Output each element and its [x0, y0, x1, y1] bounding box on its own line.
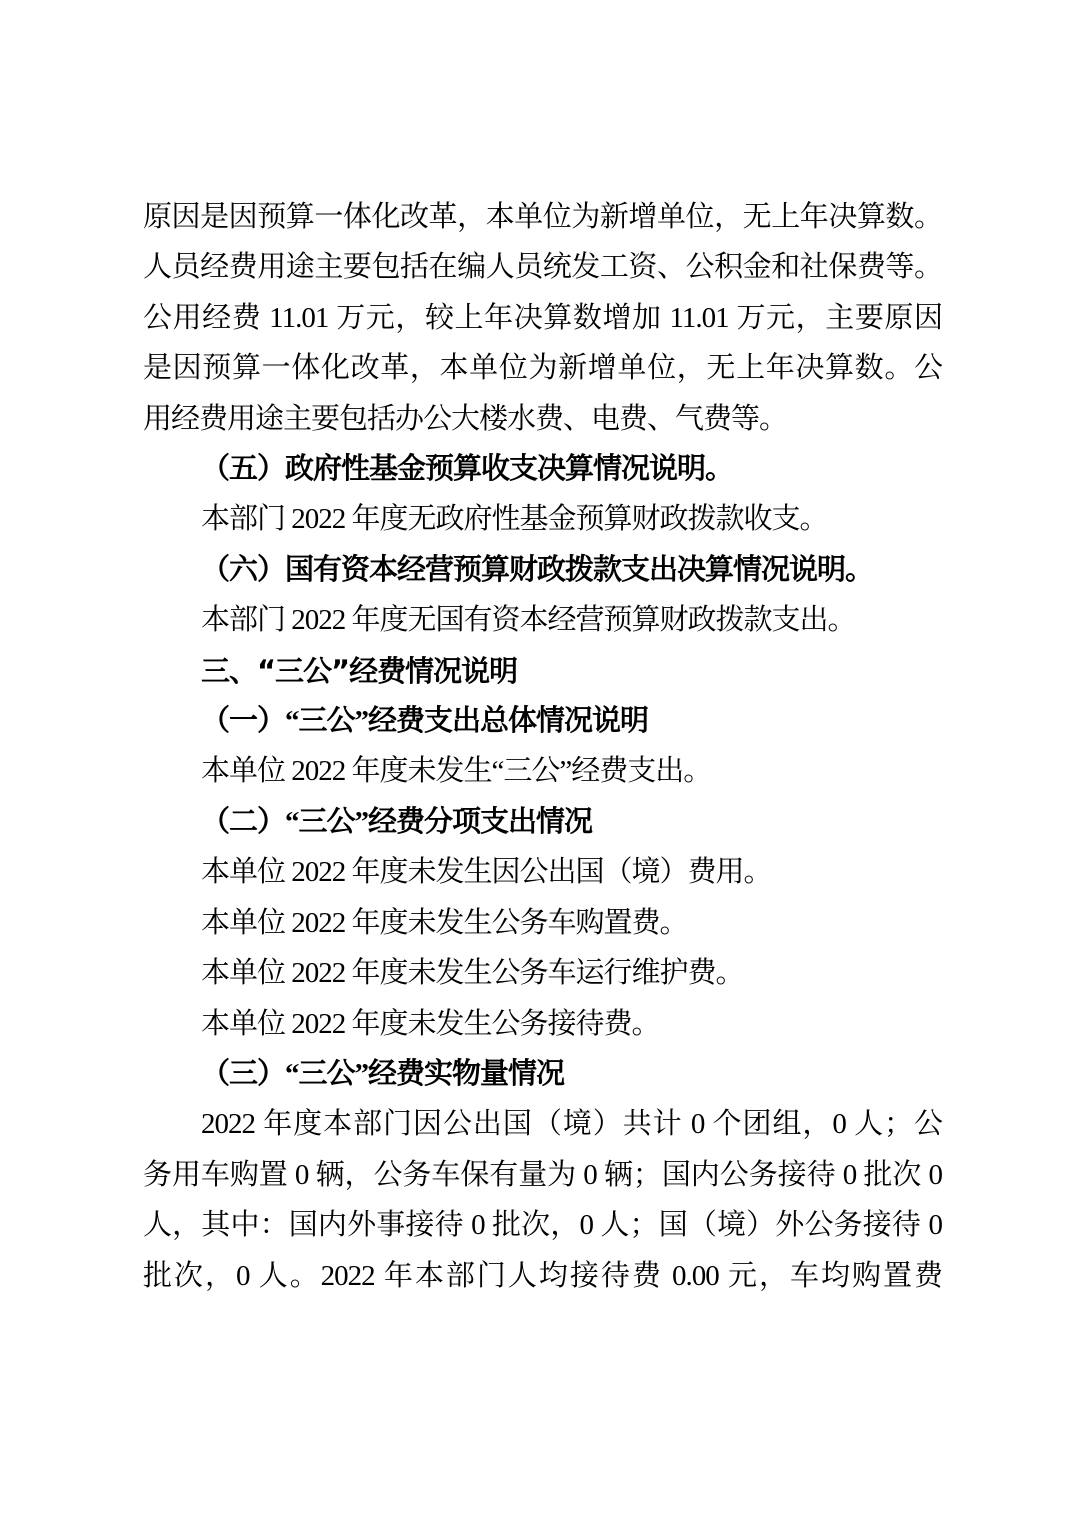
body-line: 批次，0 人。2022 年本部门人均接待费 0.00 元，车均购置费	[143, 1259, 942, 1292]
body-line: 人，其中：国内外事接待 0 批次，0 人；国（境）外公务接待 0	[143, 1209, 942, 1242]
text-content	[143, 192, 942, 1301]
para-no-abroad-expense: 本单位 2022 年度未发生因公出国（境）费用。	[201, 856, 772, 889]
heading-three-public-funds: 三、“三公”经费情况说明	[201, 653, 518, 688]
heading-6-state-capital: （六）国有资本经营预算财政拨款支出决算情况说明。	[201, 553, 874, 586]
body-line: 人员经费用途主要包括在编人员统发工资、公积金和社保费等。	[143, 251, 942, 284]
body-line: 原因是因预算一体化改革，本单位为新增单位，无上年决算数。	[143, 201, 942, 233]
body-line: 用经费用途主要包括办公大楼水费、电费、气费等。	[143, 402, 788, 435]
para-no-vehicle-maintenance: 本单位 2022 年度未发生公务车运行维护费。	[201, 957, 744, 990]
body-line: 2022 年度本部门因公出国（境）共计 0 个团组，0 人；公	[201, 1108, 942, 1141]
para-no-gov-fund: 本部门 2022 年度无政府性基金预算财政拨款收支。	[201, 503, 828, 536]
para-no-state-capital: 本部门 2022 年度无国有资本经营预算财政拨款支出。	[201, 604, 856, 637]
heading-5-gov-fund: （五）政府性基金预算收支决算情况说明。	[201, 453, 734, 486]
heading-3-1-overall: （一）“三公”经费支出总体情况说明	[201, 705, 649, 738]
paragraph-expense-explanation	[143, 192, 942, 444]
paragraph-physical-quantity	[143, 1099, 942, 1301]
body-line: 是因预算一体化改革，本单位为新增单位，无上年决算数。公	[143, 352, 942, 385]
para-no-reception-expense: 本单位 2022 年度未发生公务接待费。	[201, 1007, 660, 1040]
heading-3-3-physical-quantity: （三）“三公”经费实物量情况	[201, 1057, 565, 1090]
heading-3-2-itemized: （二）“三公”经费分项支出情况	[201, 805, 593, 838]
para-no-vehicle-purchase: 本单位 2022 年度未发生公务车购置费。	[201, 906, 688, 939]
para-no-three-public-expense: 本单位 2022 年度未发生“三公”经费支出。	[201, 755, 712, 788]
body-line: 公用经费 11.01 万元，较上年决算数增加 11.01 万元，主要原因	[143, 301, 942, 334]
body-line: 务用车购置 0 辆，公务车保有量为 0 辆；国内公务接待 0 批次 0	[143, 1158, 942, 1191]
